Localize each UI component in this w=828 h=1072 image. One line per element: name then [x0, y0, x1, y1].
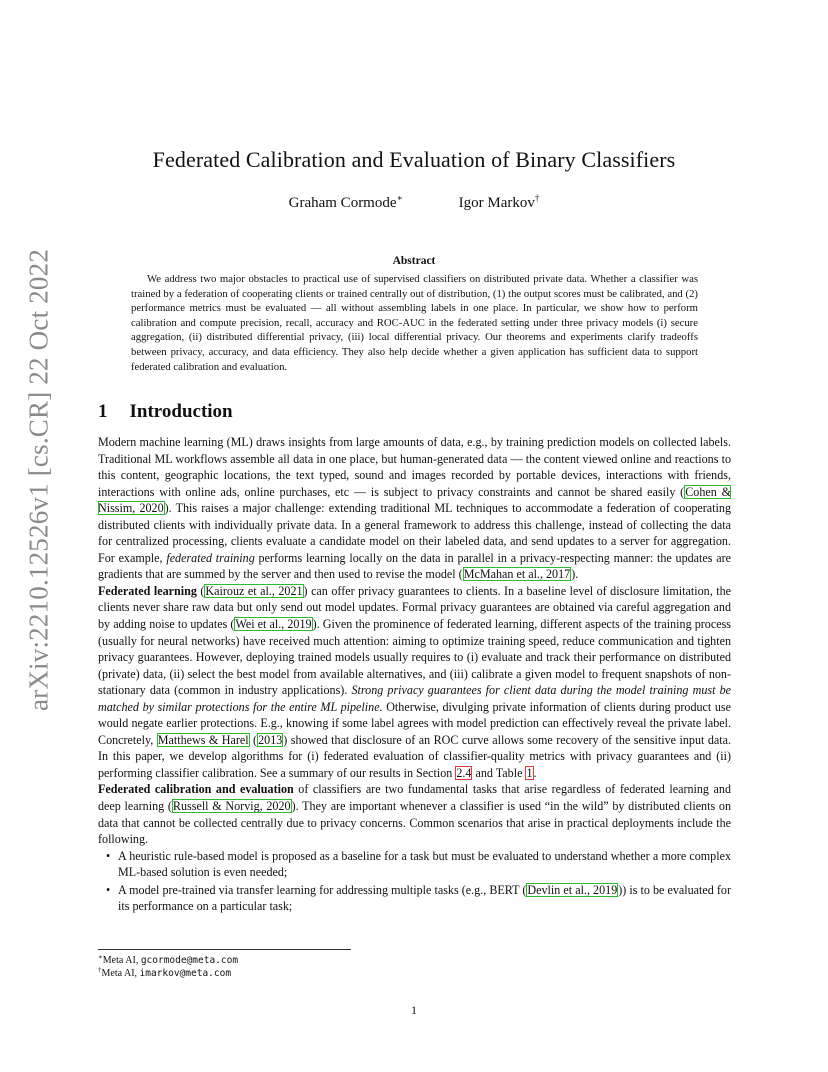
text: and Table — [472, 765, 526, 780]
citation-link[interactable]: Russell & Norvig, 2020 — [172, 799, 291, 814]
paragraph-lead: Federated calibration and evaluation — [98, 782, 294, 797]
arxiv-side-stamp — [21, 248, 57, 712]
text: ) can offer privacy guarantees to clients. In a baseline level of disclosure limitation, the clients never share raw data but only send out model updates. Formal privacy guarantees are obtained via careful aggregation and by adding noise to updates ( — [98, 583, 731, 632]
text: )) is to be evaluated for its performance on a particular task; — [118, 882, 732, 914]
text: ). They are important whenever a classifier is used “in the wild” by distributed clients on data that cannot be collected centrally due to privacy concerns. Common scenarios that arise in practical deployments include the following. — [98, 799, 731, 847]
footnote-divider — [98, 949, 351, 950]
text: ). This raises a major challenge: extending traditional ML techniques to accommodate a federation of cooperating distributed clients with individually private data. In a general framework to address this challenge, instead of collecting the data for centralized processing, clients evaluate a candidate model on their labeled data, and send updates to a server for aggregation. For example, — [98, 501, 731, 565]
text: ). Given the prominence of federated learning, different aspects of the training process (usually for neural networks) have received much attention: aiming to optimize training speed, reduce communication and tighten privacy guarantees. However, deploying trained models usually requires to (i) evaluate and track their performance on distributed (private) data, (ii) select the best model from available alternatives, and (iii) calibrate a given model to frequent snapshots of non-stationary data (common in industry applications). — [98, 617, 731, 698]
author — [459, 193, 540, 212]
paragraph — [98, 781, 731, 847]
text: performs learning locally on the data in parallel in a privacy-respecting manner: the updates are gradients that are summed by the server and then used to revise the model ( — [98, 550, 731, 582]
section-heading — [98, 401, 233, 423]
citation-link[interactable]: Kairouz et al., 2021 — [205, 583, 303, 598]
email-link[interactable]: imarkov@meta.com — [139, 968, 232, 979]
author-name: Igor Markov — [458, 195, 535, 211]
text: Modern machine learning (ML) draws insights from large amounts of data, e.g., by training prediction models on collected labels. Traditional ML workflows assemble all data in one place, but human-generated data — the content viewed online and reactions to this content, geographic locations, the text typed, sound and images recorded by portable devices, interactions with friends, interactions with online ads, online purchases, etc — is subject to privacy constraints and cannot be shared easily ( — [98, 435, 731, 499]
citation-link[interactable]: Wei et al., 2019 — [235, 617, 312, 632]
scenario-list — [98, 848, 731, 915]
body-text — [98, 434, 731, 916]
emphasis: federated training — [166, 550, 255, 565]
text: ( — [249, 732, 258, 747]
abstract-text: We address two major obstacles to practical use of supervised classifiers on distributed private data. Whether a classifier was trained by a federation of cooperating clients or trained centrally out of distribution, (1) the output scores must be calibrated, and (2) performance metrics must be evaluated — all without assembling labels in one place. In particular, we show how to perform calibration and compute precision, recall, accuracy and ROC-AUC in the federated setting under three privacy models (i) secure aggregation, (ii) distributed differential privacy, (iii) local differential privacy. Our theorems and experiments clarify tradeoffs between privacy, accuracy, and data efficiency. They also help decide whether a given application has sufficient data to support federated calibration and evaluation. — [131, 273, 698, 373]
emphasis: Strong privacy guarantees for client data during the model training must be matched by similar protections for the entire ML pipeline. — [98, 683, 731, 714]
author-footnote-mark: † — [534, 193, 540, 203]
text: A heuristic rule-based model is proposed as a baseline for a task but must be evaluated to understand whether a more complex ML-based solution is even needed; — [118, 848, 731, 880]
text: of classifiers are two fundamental tasks that arise regardless of federated learning and deep learning ( — [98, 782, 731, 814]
paragraph-lead: Federated learning — [98, 583, 197, 598]
citation-link[interactable]: Cohen & Nissim, 2020 — [98, 484, 731, 516]
list-item — [118, 848, 731, 881]
paper-title: Federated Calibration and Evaluation of Binary Classifiers — [152, 147, 676, 172]
arxiv-identifier: arXiv:2210.12526v1 [cs.CR] 22 Oct 2022 — [23, 248, 54, 712]
table-crossref-link[interactable]: 1 — [526, 765, 533, 780]
citation-link[interactable]: Matthews & Harel — [157, 732, 249, 747]
citation-link[interactable]: Devlin et al., 2019 — [527, 882, 618, 897]
text: ( — [196, 583, 205, 598]
author — [289, 193, 403, 212]
abstract-heading: Abstract — [392, 255, 436, 267]
text: . — [533, 765, 537, 780]
list-item — [118, 882, 731, 915]
author-footnote-mark: ∗ — [396, 193, 403, 203]
footnote-org: Meta AI, — [101, 968, 140, 979]
email-link[interactable]: gcormode@meta.com — [140, 955, 239, 966]
footnote — [98, 966, 231, 979]
author-name: Graham Cormode — [288, 195, 397, 211]
author-list — [0, 193, 828, 212]
section-crossref-link[interactable]: 2.4 — [456, 765, 472, 780]
paragraph — [98, 583, 731, 782]
page-number: 1 — [411, 1003, 417, 1017]
paragraph — [98, 434, 731, 583]
citation-link[interactable]: 2013 — [258, 732, 283, 747]
text: Otherwise, divulging private information of clients during product use would negate earlier protections. E.g., knowing if some label agrees with model prediction can effectively reveal the private label. Concretely, — [98, 699, 731, 747]
text: A model pre-trained via transfer learning for addressing multiple tasks (e.g., BERT ( — [118, 882, 527, 897]
footnote — [98, 953, 238, 966]
text: ). — [571, 567, 579, 582]
footnote-org: Meta AI, — [102, 955, 141, 966]
citation-link[interactable]: McMahan et al., 2017 — [463, 567, 571, 582]
footnote-mark: ∗ — [98, 953, 103, 961]
footnote-mark: † — [98, 966, 102, 974]
section-number: 1 — [98, 401, 108, 422]
text: ) showed that disclosure of an ROC curve allows some recovery of the sensitive input data. In this paper, we develop algorithms for (i) federated evaluation of classifier-quality metrics with privacy guarantees and (ii) performing classifier calibration. See a summary of our results in Section — [98, 732, 731, 780]
section-title: Introduction — [129, 401, 233, 422]
